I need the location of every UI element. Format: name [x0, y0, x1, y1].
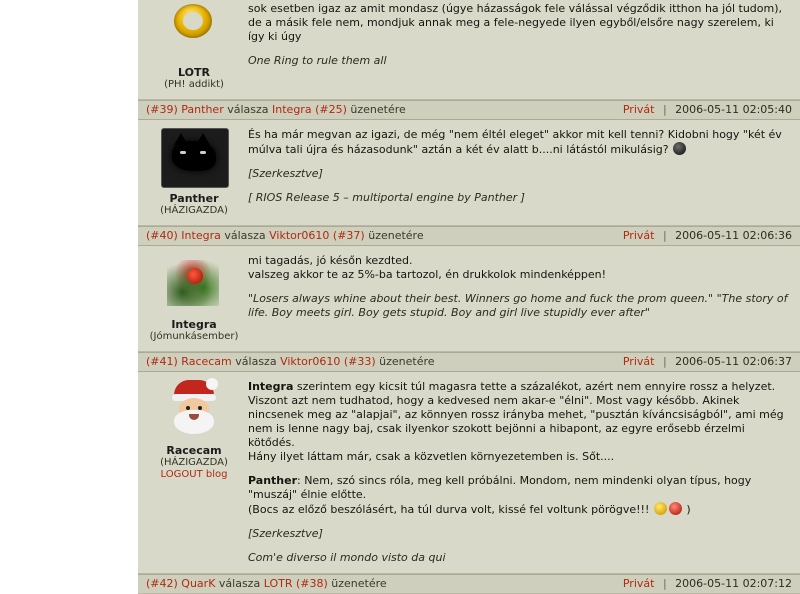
reply-target-post-link[interactable]: (#33)	[343, 355, 376, 368]
private-message-link[interactable]: Privát	[622, 103, 655, 116]
post-header: (#39) Panther válasza Integra (#25) üzenetére Privát | 2006-05-11 02:05:40	[138, 100, 800, 120]
integra-avatar	[161, 254, 227, 316]
post-body	[242, 0, 792, 91]
post-number-link[interactable]: (#40)	[146, 229, 178, 242]
post-lotr	[138, 0, 800, 100]
reply-action-label: válasza	[235, 355, 277, 368]
post-author-link[interactable]: QuarK	[181, 577, 216, 590]
quoted-user-paragraph	[248, 474, 792, 502]
post-author-block	[146, 378, 242, 565]
author-blog-link[interactable]: LOGOUT blog	[160, 469, 228, 480]
post-date: 2006-05-11 02:05:40	[675, 103, 792, 116]
author-rank: (HÁZIGAZDA)	[160, 205, 228, 216]
post-edited-note: [Szerkesztve]	[248, 527, 323, 540]
post-header: (#40) Integra válasza Viktor0610 (#37) üzenetére Privát | 2006-05-11 02:06:36	[138, 226, 800, 246]
smiley-tongue-icon	[669, 502, 682, 515]
author-name[interactable]: LOTR	[178, 66, 210, 79]
author-rank: (HÁZIGAZDA)	[160, 457, 228, 468]
forum-thread	[138, 0, 800, 594]
reply-action-label: válasza	[227, 103, 269, 116]
post-author-link[interactable]: Racecam	[181, 355, 232, 368]
post-author-block	[146, 126, 242, 217]
post-author-block	[146, 0, 242, 91]
post-text-line: : Nem, szó sincs róla, meg kell próbálni. Mondom, nem mindenki olyan típus, hogy "muszáj" élnie előtte.	[248, 474, 752, 501]
post-header: (#41) Racecam válasza Viktor0610 (#33) üzenetére Privát | 2006-05-11 02:06:37	[138, 352, 800, 372]
santa-avatar	[161, 380, 227, 442]
post-panther	[138, 100, 800, 226]
post-racecam	[138, 352, 800, 574]
post-text-line: mi tagadás, jó későn kezdted.	[248, 254, 413, 267]
private-message-link[interactable]: Privát	[622, 355, 655, 368]
smiley-icon	[673, 142, 686, 155]
reply-suffix-label: üzenetére	[379, 355, 435, 368]
reply-target-post-link[interactable]: (#37)	[332, 229, 365, 242]
reply-suffix-label: üzenetére	[331, 577, 387, 590]
post-number-link[interactable]: (#42)	[146, 577, 178, 590]
reply-target-link[interactable]: LOTR	[263, 577, 293, 590]
post-header: (#42) QuarK válasza LOTR (#38) üzenetére Privát | 2006-05-11 02:07:12	[138, 574, 800, 593]
reply-target-post-link[interactable]: (#25)	[315, 103, 347, 116]
post-date: 2006-05-11 02:07:12	[675, 577, 792, 590]
post-signature: One Ring to rule them all	[248, 54, 387, 67]
author-rank: (PH! addikt)	[164, 79, 224, 90]
post-text	[248, 128, 792, 157]
smiley-wink-icon	[654, 502, 667, 515]
post-author-link[interactable]: Integra	[181, 229, 221, 242]
private-message-link[interactable]: Privát	[622, 229, 655, 242]
quoted-user-name: Panther	[248, 474, 297, 487]
post-footer-note: [ RIOS Release 5 – multiportal engine by Panther ]	[248, 191, 525, 204]
reply-target-post-link[interactable]: (#38)	[295, 577, 328, 590]
post-body	[242, 252, 792, 343]
post-text-line: valszeg akkor te az 5%-ba tartozol, én drukkolok mindenképpen!	[248, 268, 607, 281]
post-text-line: És ha már megvan az igazi, de még "nem éltél eleget" akkor mit kell tenni? Kidobni hogy "két év múlva tali újra és házasodunk" aztán a két év alatt b....ni látástól mikulásig?	[248, 128, 782, 156]
post-integra	[138, 226, 800, 352]
post-body	[242, 378, 792, 565]
post-author-block	[146, 252, 242, 343]
post-date: 2006-05-11 02:06:36	[675, 229, 792, 242]
reply-target-link[interactable]: Viktor0610	[280, 355, 341, 368]
post-signature: Com'e diverso il mondo visto da qui	[248, 551, 446, 564]
quoted-user-name: Integra	[248, 380, 294, 393]
post-text-tail: (Bocs az előző beszólásért, ha túl durva volt, kissé fel voltunk pörögve!!!	[248, 503, 650, 516]
post-author-link[interactable]: Panther	[181, 103, 224, 116]
reply-action-label: válasza	[218, 577, 261, 590]
reply-target-link[interactable]: Integra	[272, 103, 312, 116]
post-text-line: szerintem egy kicsit túl magasra tette a százalékot, azért nem ennyire rossz a helyzet.	[293, 380, 776, 393]
post-edited-note: [Szerkesztve]	[248, 167, 323, 180]
reply-suffix-label: üzenetére	[350, 103, 406, 116]
reply-target-link[interactable]: Viktor0610	[269, 229, 330, 242]
post-number-link[interactable]: (#41)	[146, 355, 178, 368]
post-date: 2006-05-11 02:06:37	[675, 355, 792, 368]
post-text-line: Viszont azt nem tudhatod, hogy a kedvesed nem akar-e "élni". Most vagy később. Akinek nincsenek meg az "alapjai", az könnyen rossz irányba mehet, "pusztán kíváncsiságból", ami még nem is lenne nagy baj, csak ilyenkor szokott bejönni a hibapont, az egyre erősebb érzelmi kötődés.	[248, 394, 784, 449]
private-message-link[interactable]: Privát	[622, 577, 655, 590]
post-number-link[interactable]: (#39)	[146, 103, 178, 116]
reply-action-label: válasza	[224, 229, 266, 242]
post-text-line: Hány ilyet láttam már, csak a közvetlen környezetemben is. Sőt....	[248, 450, 615, 463]
page-left-margin	[0, 0, 138, 577]
reply-suffix-label: üzenetére	[368, 229, 424, 242]
author-name[interactable]: Panther	[169, 192, 219, 205]
post-text: sok esetben igaz az amit mondasz (úgye házasságok fele válással végződik itthon ha jól tudom), de a másik fele nem, mondjuk annak meg a fele-negyede ilyen egyből/elsőre nagy szerelem, ki így ki úgy	[248, 2, 783, 43]
post-quark	[138, 574, 800, 594]
ring-avatar	[161, 2, 227, 64]
author-name[interactable]: Integra	[171, 318, 217, 331]
post-body	[242, 126, 792, 217]
post-signature: "Losers always whine about their best. Winners go home and fuck the prom queen." "The story of life. Boy meets girl. Boy gets stupid. Boy and girl live stupidly ever after"	[248, 292, 788, 319]
author-rank: (Jómunkásember)	[149, 331, 239, 342]
post-text-line	[248, 502, 792, 517]
quoted-user-paragraph	[248, 380, 792, 394]
author-name[interactable]: Racecam	[166, 444, 222, 457]
post-text-close-paren: )	[686, 503, 691, 516]
panther-avatar	[161, 128, 227, 190]
